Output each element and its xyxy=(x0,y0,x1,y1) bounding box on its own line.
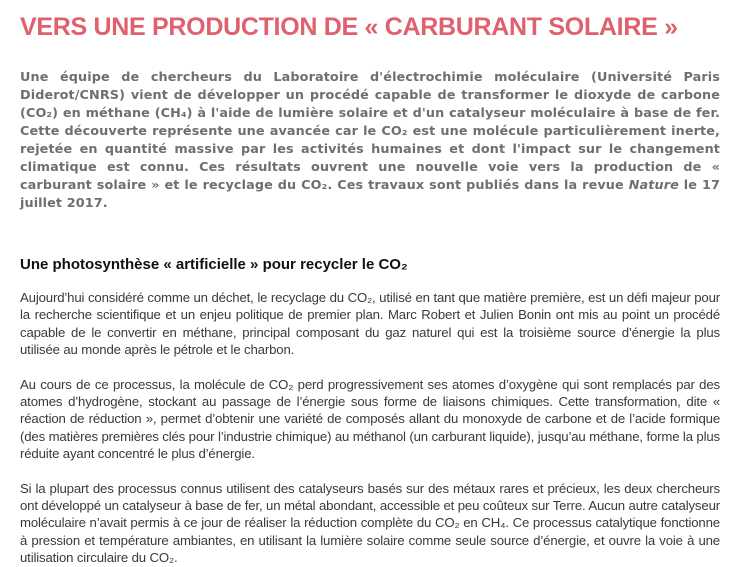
section-paragraph-2: Au cours de ce processus, la molécule de CO₂ perd progressivement ses atomes d’oxygène qui sont remplacés par des atomes d’hydrogène, stockant au passage de l’énergie sous forme de liaisons chimiques. Cette transformation, dite « réaction de réduction », permet d’obtenir une variété de composés allant du monoxyde de carbone et de l’acide formique (des matières premières clés pour l’industrie chimique) au méthanol (un carburant liquide), jusqu’au méthane, forme la plus réduite ayant concentré le plus d’énergie. xyxy=(20,376,720,462)
intro-date: le 17 juillet 2017. xyxy=(20,178,720,211)
article xyxy=(20,12,720,567)
article-title: VERS UNE PRODUCTION DE « CARBURANT SOLAIRE » xyxy=(20,13,678,41)
intro-text: Une équipe de chercheurs du Laboratoire d'électrochimie moléculaire (Université Paris Diderot/CNRS) vient de développer un procédé capable de transformer le dioxyde de carbone (CO₂) en méthane (CH₄) à l'aide de lumière solaire et d'un catalyseur moléculaire à base de fer. Cette découverte représente une avancée car le CO₂ est une molécule particulièrement inerte, rejetée en quantité massive par les activités humaines et dont l'impact sur le changement climatique est connu. Ces résultats ouvrent une nouvelle voie vers la production de « carburant solaire » et le recyclage du CO₂. Ces travaux sont publiés dans la revue xyxy=(20,70,720,193)
article-intro xyxy=(20,69,720,213)
section-title: Une photosynthèse « artificielle » pour recycler le CO₂ xyxy=(20,256,408,273)
section-paragraph-1: Aujourd’hui considéré comme un déchet, le recyclage du CO₂, utilisé en tant que matière première, est un défi majeur pour la recherche scientifique et un enjeu politique de premier plan. Marc Robert et Julien Bonin ont mis au point un procédé capable de le convertir en méthane, principal composant du gaz naturel qui est la troisième source d’énergie la plus utilisée au monde après le pétrole et le charbon. xyxy=(20,290,720,358)
section-paragraph-3: Si la plupart des processus connus utilisent des catalyseurs basés sur des métaux rares et précieux, les deux chercheurs ont développé un catalyseur à base de fer, un métal abondant, accessible et peu coûteux sur Terre. Aucun autre catalyseur moléculaire n’avait permis à ce jour de réaliser la réduction complète du CO₂ en CH₄. Ce processus catalytique fonctionne à pression et température ambiantes, en utilisant la lumière solaire comme seule source d’énergie, et ouvre la voie à une utilisation circulaire du CO₂. xyxy=(20,480,720,566)
journal-name: Nature xyxy=(628,178,679,193)
